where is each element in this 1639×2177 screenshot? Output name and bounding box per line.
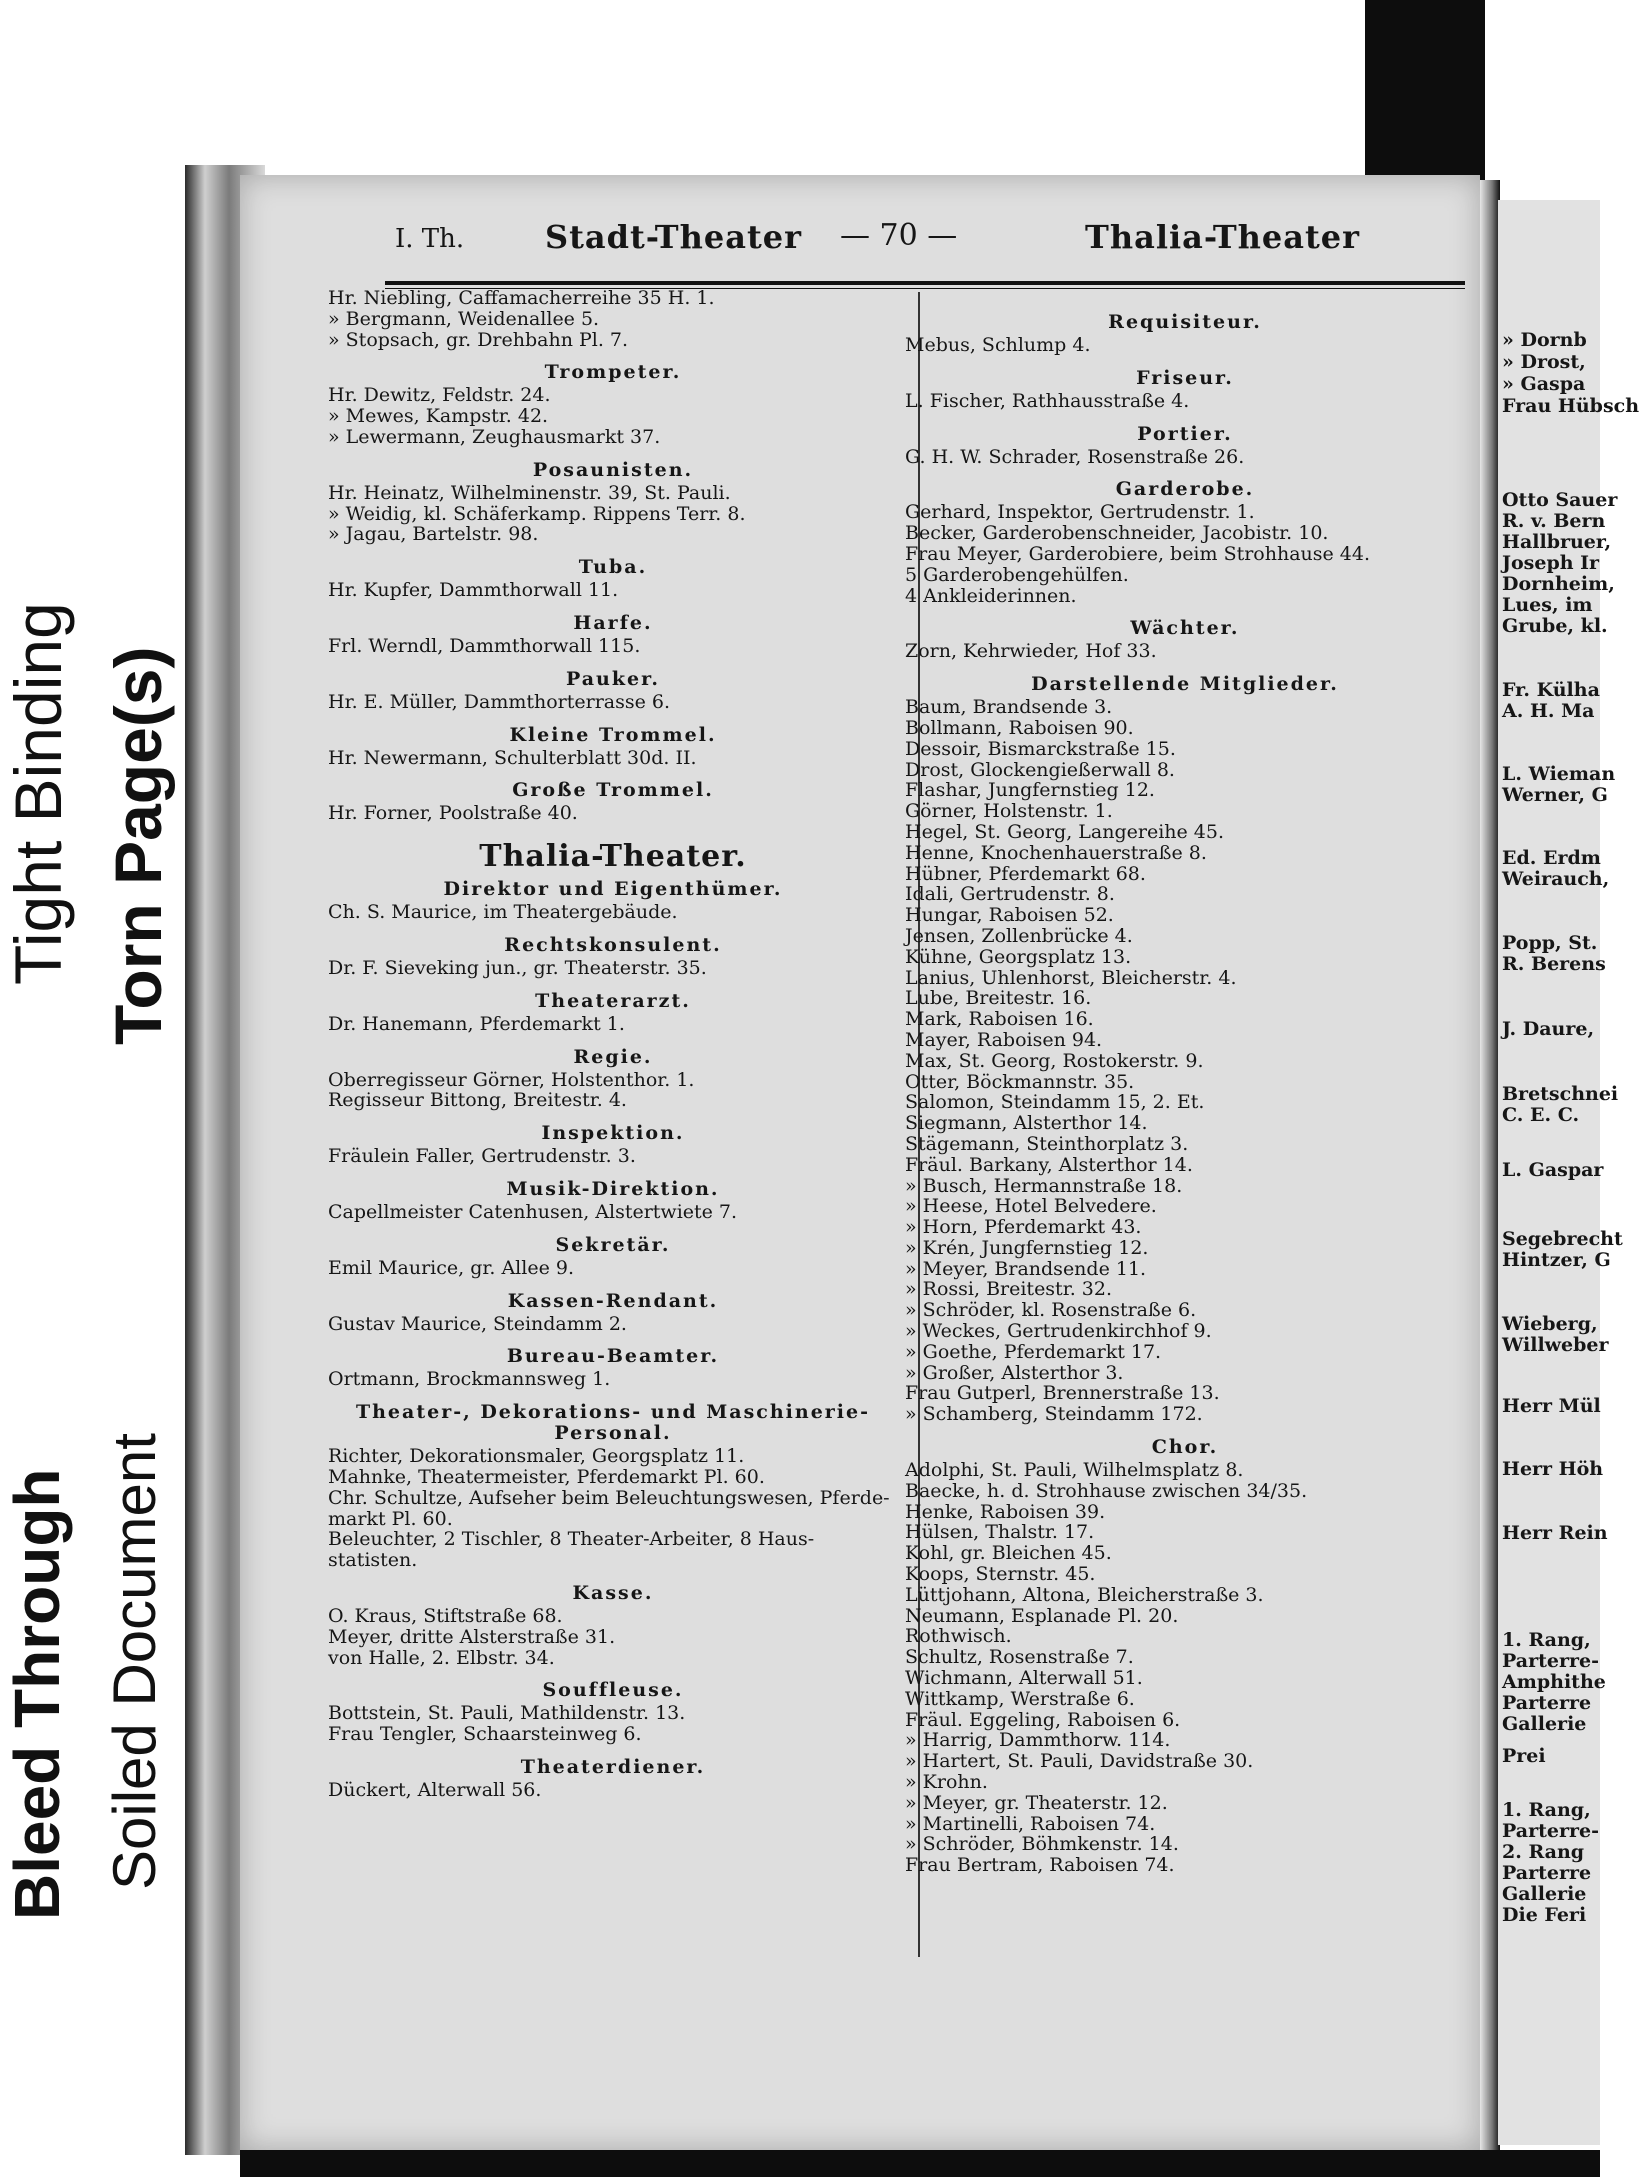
- adjacent-page-text: » Gaspa: [1502, 373, 1586, 395]
- section-heading: Friseur.: [1136, 366, 1234, 389]
- adjacent-page-text: Parterre-: [1502, 1820, 1599, 1842]
- directory-entry: Fräul. Barkany, Alsterthor 14.: [905, 1153, 1193, 1176]
- section-heading: Direktor und Eigenthümer.: [443, 878, 783, 901]
- label-soiled-document: Soiled Document: [101, 1433, 168, 1890]
- directory-entry: Wittkamp, Werstraße 6.: [905, 1687, 1135, 1710]
- adjacent-page-text: Werner, G: [1502, 784, 1608, 806]
- adjacent-page-text: Bretschnei: [1502, 1083, 1619, 1105]
- directory-entry: Hr. Heinatz, Wilhelminenstr. 39, St. Pauli.: [328, 481, 731, 504]
- header-part-label: I. Th.: [395, 224, 465, 254]
- adjacent-page-text: Parterre-: [1502, 1650, 1599, 1672]
- adjacent-page-text: Amphithe: [1502, 1671, 1606, 1693]
- adjacent-page-text: Die Feri: [1502, 1904, 1587, 1926]
- directory-entry: Hungar, Raboisen 52.: [905, 904, 1114, 927]
- adjacent-page-text: Parterre: [1502, 1862, 1592, 1884]
- directory-entry: Mahnke, Theatermeister, Pferdemarkt Pl. 60.: [328, 1465, 765, 1488]
- section-heading: Inspektion.: [541, 1122, 685, 1145]
- directory-entry: 5 Garderobengehülfen.: [905, 563, 1129, 586]
- directory-entry: Stägemann, Steinthorplatz 3.: [905, 1132, 1189, 1155]
- directory-entry: Hr. Niebling, Caffamacherreihe 35 H. 1.: [328, 287, 715, 309]
- directory-entry: » Großer, Alsterthor 3.: [905, 1361, 1124, 1384]
- directory-entry: Ortmann, Brockmannsweg 1.: [328, 1368, 611, 1391]
- page-number: — 70 —: [840, 218, 958, 253]
- directory-entry: Beleuchter, 2 Tischler, 8 Theater-Arbeiter, 8 Haus-: [328, 1528, 815, 1551]
- directory-entry: Zorn, Kehrwieder, Hof 33.: [905, 640, 1157, 663]
- adjacent-page-text: Gallerie: [1502, 1883, 1587, 1905]
- directory-entry: » Krén, Jungfernstieg 12.: [905, 1236, 1149, 1259]
- section-heading: Kleine Trommel.: [509, 723, 717, 746]
- section-heading: Tuba.: [578, 556, 648, 579]
- directory-entry: Capellmeister Catenhusen, Alstertwiete 7.: [328, 1200, 738, 1223]
- directory-entry: Hr. Kupfer, Dammthorwall 11.: [328, 579, 619, 602]
- directory-entry: Becker, Garderobenschneider, Jacobistr. 10.: [905, 522, 1329, 545]
- directory-entry: Mark, Raboisen 16.: [905, 1008, 1094, 1031]
- directory-entry: statisten.: [328, 1549, 418, 1572]
- section-heading: Souffleuse.: [542, 1679, 684, 1702]
- running-header: [385, 218, 1465, 268]
- directory-entry: » Lewermann, Zeughausmarkt 37.: [328, 425, 661, 448]
- directory-entry: Lanius, Uhlenhorst, Bleicherstr. 4.: [905, 966, 1237, 989]
- directory-entry: Schultz, Rosenstraße 7.: [905, 1646, 1134, 1669]
- directory-entry: Frau Bertram, Raboisen 74.: [905, 1854, 1175, 1877]
- directory-entry: Rothwisch.: [905, 1625, 1012, 1648]
- section-heading: Große Trommel.: [512, 779, 714, 802]
- directory-entry: Lube, Breitestr. 16.: [905, 987, 1092, 1010]
- directory-entry: » Stopsach, gr. Drehbahn Pl. 7.: [328, 328, 629, 351]
- adjacent-page-text: Willweber: [1502, 1334, 1609, 1356]
- directory-entry: Kühne, Georgsplatz 13.: [905, 945, 1132, 968]
- directory-entry: Hübner, Pferdemarkt 68.: [905, 862, 1146, 885]
- directory-entry: Frau Gutperl, Brennerstraße 13.: [905, 1382, 1220, 1405]
- directory-entry: » Martinelli, Raboisen 74.: [905, 1812, 1156, 1835]
- adjacent-page-text: Wieberg,: [1502, 1313, 1598, 1335]
- directory-entry: Jensen, Zollenbrücke 4.: [905, 924, 1133, 947]
- adjacent-page-text: 2. Rang: [1502, 1841, 1585, 1863]
- section-heading: Requisiteur.: [1108, 311, 1262, 333]
- adjacent-page-text: Hallbruer,: [1502, 531, 1612, 553]
- directory-entry: » Jagau, Bartelstr. 98.: [328, 523, 539, 546]
- directory-entry: markt Pl. 60.: [328, 1507, 453, 1530]
- directory-entry: Görner, Holstenstr. 1.: [905, 800, 1113, 823]
- directory-entry: 4 Ankleiderinnen.: [905, 584, 1077, 607]
- adjacent-page-text: Segebrecht: [1502, 1228, 1623, 1250]
- directory-entry: » Harrig, Dammthorw. 114.: [905, 1729, 1171, 1752]
- directory-entry: Kohl, gr. Bleichen 45.: [905, 1542, 1112, 1565]
- directory-entry: Regisseur Bittong, Breitestr. 4.: [328, 1089, 627, 1112]
- directory-entry: Richter, Dekorationsmaler, Georgsplatz 11.: [328, 1445, 745, 1468]
- section-heading: Kasse.: [572, 1581, 654, 1604]
- directory-entry: Hr. Dewitz, Feldstr. 24.: [328, 384, 551, 407]
- directory-entry: » Schamberg, Steindamm 172.: [905, 1403, 1203, 1426]
- directory-entry: Koops, Sternstr. 45.: [905, 1563, 1096, 1586]
- directory-entry: Dr. F. Sieveking jun., gr. Theaterstr. 35.: [328, 956, 707, 979]
- section-heading: Trompeter.: [544, 361, 682, 384]
- directory-entry: » Mewes, Kampstr. 42.: [328, 405, 549, 428]
- label-bleed-through: Bleed Through: [1, 1468, 73, 1920]
- adjacent-page-text: R. Berens: [1502, 953, 1606, 975]
- directory-entry: Salomon, Steindamm 15, 2. Et.: [905, 1091, 1205, 1114]
- section-heading: Chor.: [1151, 1436, 1219, 1459]
- directory-entry: Gustav Maurice, Steindamm 2.: [328, 1312, 627, 1335]
- directory-entry: Meyer, dritte Alsterstraße 31.: [328, 1625, 616, 1648]
- directory-entry: Ch. S. Maurice, im Theatergebäude.: [328, 901, 678, 924]
- directory-entry: Frau Tengler, Schaarsteinweg 6.: [328, 1723, 642, 1746]
- directory-entry: Fräulein Faller, Gertrudenstr. 3.: [328, 1145, 636, 1168]
- theatre-title: Thalia-Theater.: [479, 839, 747, 875]
- directory-entry: Chr. Schultze, Aufseher beim Beleuchtungswesen, Pferde-: [328, 1486, 890, 1509]
- directory-entry: Hr. Forner, Poolstraße 40.: [328, 802, 578, 825]
- directory-entry: Baecke, h. d. Strohhause zwischen 34/35.: [905, 1479, 1308, 1502]
- directory-entry: » Weckes, Gertrudenkirchhof 9.: [905, 1320, 1212, 1343]
- directory-entry: Oberregisseur Görner, Holstenthor. 1.: [328, 1068, 695, 1091]
- adjacent-page-text: » Drost,: [1502, 351, 1586, 373]
- directory-entry: Mebus, Schlump 4.: [905, 334, 1091, 356]
- adjacent-page-text: J. Daure,: [1502, 1018, 1595, 1040]
- adjacent-page-text: Grube, kl.: [1502, 615, 1608, 637]
- directory-entry: Mayer, Raboisen 94.: [905, 1028, 1103, 1051]
- section-heading: Musik-Direktion.: [506, 1177, 720, 1200]
- adjacent-page-text: R. v. Bern: [1502, 510, 1606, 532]
- directory-entry: Dessoir, Bismarckstraße 15.: [905, 737, 1176, 760]
- directory-entry: O. Kraus, Stiftstraße 68.: [328, 1604, 563, 1627]
- directory-entry: » Schröder, kl. Rosenstraße 6.: [905, 1299, 1197, 1322]
- directory-entry: » Bergmann, Weidenallee 5.: [328, 307, 600, 330]
- adjacent-page-text: Popp, St.: [1502, 932, 1598, 954]
- directory-entry: » Weidig, kl. Schäferkamp. Rippens Terr. 8.: [328, 502, 746, 525]
- label-tight-binding: Tight Binding: [1, 602, 75, 985]
- annotation-labels: [0, 0, 175, 2177]
- directory-entry: Siegmann, Alsterthor 14.: [905, 1112, 1148, 1135]
- directory-entry: Frl. Werndl, Dammthorwall 115.: [328, 634, 641, 657]
- adjacent-page-text: C. E. C.: [1502, 1104, 1580, 1126]
- directory-entry: » Heese, Hotel Belvedere.: [905, 1195, 1157, 1218]
- directory-entry: » Goethe, Pferdemarkt 17.: [905, 1340, 1162, 1363]
- label-torn-pages: Torn Page(s): [101, 646, 175, 1045]
- section-heading: Posaunisten.: [532, 458, 694, 481]
- adjacent-page-text: Weirauch,: [1502, 868, 1610, 890]
- directory-entry: Neumann, Esplanade Pl. 20.: [905, 1604, 1179, 1627]
- section-heading: Regie.: [573, 1045, 653, 1068]
- directory-entry: von Halle, 2. Elbstr. 34.: [328, 1646, 555, 1669]
- directory-entry: Baum, Brandsende 3.: [905, 696, 1113, 719]
- adjacent-page-text: Dornheim,: [1502, 573, 1615, 595]
- section-heading: Sekretär.: [555, 1233, 671, 1256]
- section-heading: Pauker.: [565, 667, 661, 690]
- adjacent-page-text: A. H. Ma: [1502, 700, 1595, 722]
- section-heading: Darstellende Mitglieder.: [1031, 673, 1339, 696]
- directory-entry: Wichmann, Alterwall 51.: [905, 1667, 1143, 1690]
- adjacent-page-text: Herr Rein: [1502, 1522, 1608, 1544]
- adjacent-page-text: L. Wieman: [1502, 763, 1616, 785]
- directory-entry: Hülsen, Thalstr. 17.: [905, 1521, 1095, 1544]
- section-heading: Theater-, Dekorations- und Maschinerie-Personal.: [355, 1401, 871, 1445]
- directory-entry: » Horn, Pferdemarkt 43.: [905, 1216, 1142, 1239]
- section-heading: Garderobe.: [1115, 478, 1255, 501]
- adjacent-page-text: 1. Rang,: [1502, 1799, 1591, 1821]
- directory-entry: Max, St. Georg, Rostokerstr. 9.: [905, 1049, 1204, 1072]
- adjacent-page-text: Parterre: [1502, 1692, 1592, 1714]
- adjacent-page-text: Prei: [1502, 1745, 1546, 1767]
- adjacent-page-text: Fr. Külha: [1502, 679, 1600, 701]
- adjacent-page-text: Herr Mül: [1502, 1395, 1601, 1417]
- adjacent-page-text: 1. Rang,: [1502, 1629, 1591, 1651]
- page-fold-shadow: [1480, 180, 1500, 2160]
- adjacent-page-text: Otto Sauer: [1502, 489, 1618, 511]
- directory-entry: Henke, Raboisen 39.: [905, 1500, 1106, 1523]
- adjacent-page-text: Lues, im: [1502, 594, 1593, 616]
- header-left-title: Stadt-Theater: [545, 218, 802, 256]
- right-column: [905, 300, 1465, 1876]
- directory-entry: » Rossi, Breitestr. 32.: [905, 1278, 1112, 1301]
- adjacent-page-text: Ed. Erdm: [1502, 847, 1601, 869]
- directory-entry: L. Fischer, Rathhausstraße 4.: [905, 389, 1190, 412]
- section-heading: Bureau-Beamter.: [506, 1345, 720, 1368]
- directory-entry: Emil Maurice, gr. Allee 9.: [328, 1256, 574, 1279]
- adjacent-page-text: Joseph Ir: [1502, 552, 1600, 574]
- directory-entry: Drost, Glockengießerwall 8.: [905, 758, 1175, 781]
- section-heading: Wächter.: [1130, 617, 1240, 640]
- adjacent-page-text: Hintzer, G: [1502, 1249, 1611, 1271]
- directory-entry: Hr. E. Müller, Dammthorterrasse 6.: [328, 690, 671, 713]
- adjacent-page-text: Herr Höh: [1502, 1458, 1604, 1480]
- directory-entry: G. H. W. Schrader, Rosenstraße 26.: [905, 445, 1245, 468]
- directory-entry: Dr. Hanemann, Pferdemarkt 1.: [328, 1012, 625, 1035]
- header-right-title: Thalia-Theater: [1085, 218, 1361, 256]
- directory-entry: Lüttjohann, Altona, Bleicherstraße 3.: [905, 1583, 1264, 1606]
- section-heading: Kassen-Rendant.: [507, 1289, 719, 1312]
- directory-entry: Frau Meyer, Garderobiere, beim Strohhause 44.: [905, 542, 1371, 565]
- directory-entry: Fräul. Eggeling, Raboisen 6.: [905, 1708, 1181, 1731]
- directory-entry: » Hartert, St. Pauli, Davidstraße 30.: [905, 1750, 1254, 1773]
- directory-entry: Adolphi, St. Pauli, Wilhelmsplatz 8.: [905, 1459, 1244, 1482]
- directory-entry: Otter, Böckmannstr. 35.: [905, 1070, 1135, 1093]
- directory-entry: Dückert, Alterwall 56.: [328, 1778, 542, 1801]
- adjacent-page-text: » Dornb: [1502, 329, 1587, 351]
- adjacent-page-text: Gallerie: [1502, 1713, 1587, 1735]
- section-heading: Portier.: [1137, 422, 1233, 445]
- adjacent-page-fragment: [1498, 200, 1639, 2145]
- section-heading: Harfe.: [573, 611, 653, 634]
- section-heading: Theaterdiener.: [520, 1755, 706, 1778]
- section-heading: Theaterarzt.: [535, 989, 691, 1012]
- directory-entry: Bottstein, St. Pauli, Mathildenstr. 13.: [328, 1702, 686, 1725]
- directory-entry: Gerhard, Inspektor, Gertrudenstr. 1.: [905, 501, 1255, 524]
- left-column: [328, 288, 898, 1801]
- directory-entry: Henne, Knochenhauerstraße 8.: [905, 841, 1207, 864]
- directory-entry: Idali, Gertrudenstr. 8.: [905, 883, 1115, 906]
- directory-entry: » Meyer, gr. Theaterstr. 12.: [905, 1791, 1168, 1814]
- adjacent-page-text: L. Gaspar: [1502, 1159, 1604, 1181]
- directory-entry: Bollmann, Raboisen 90.: [905, 716, 1134, 739]
- adjacent-page-text: Frau Hübsch: [1502, 395, 1639, 417]
- directory-entry: » Schröder, Böhmkenstr. 14.: [905, 1833, 1179, 1856]
- section-heading: Rechtskonsulent.: [504, 933, 722, 956]
- directory-entry: Hegel, St. Georg, Langereihe 45.: [905, 820, 1225, 843]
- directory-entry: » Meyer, Brandsende 11.: [905, 1257, 1147, 1280]
- directory-entry: Hr. Newermann, Schulterblatt 30d. II.: [328, 746, 697, 769]
- header-rule: [385, 281, 1465, 285]
- directory-entry: » Krohn.: [905, 1771, 988, 1794]
- scan-bottom-edge: [240, 2150, 1600, 2177]
- directory-entry: Flashar, Jungfernstieg 12.: [905, 779, 1155, 802]
- directory-entry: » Busch, Hermannstraße 18.: [905, 1174, 1183, 1197]
